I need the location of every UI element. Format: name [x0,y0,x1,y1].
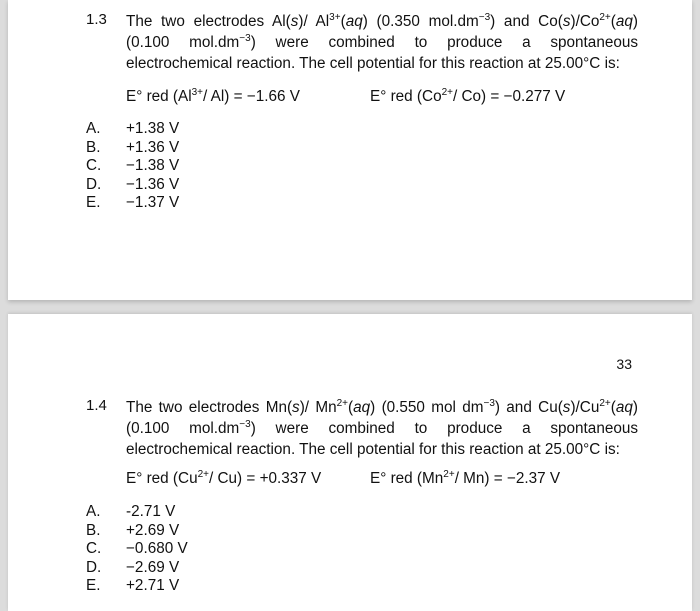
answer-options [86,503,188,596]
option-letter: A. [86,503,101,520]
option-letter: B. [86,138,101,156]
question-text: The two electrodes Mn(s)/ $Mn^{2+}(aq)$ (0.550 mol $dm^{-3}$) and $Cu(s)/Cu^{2+}(aq)$ (0.100 $mol.dm^{-3}$) were combined to produce a spontaneous electrochemical reaction. The cell potential for this reaction at 25.00°C is: [126,398,638,458]
option-value: +2.71 V [126,577,180,594]
option-letter: D. [86,175,102,193]
option-value: −1.38 V [126,157,180,174]
page-1 [8,0,692,300]
option-value: -2.71 V [126,503,176,520]
page-2 [8,314,692,611]
answer-option [86,577,188,596]
answer-option [86,176,179,195]
answer-option [86,139,179,158]
question-text: The two electrodes Al(s)/ $Al^{3+}(aq)$ (0.350 $mol.dm^{-3}$) and $Co(s)/Co^{2+}(aq)$ (0.100 $mol.dm^{-3}$) were combined to produce a spontaneous electrochemical reaction. The cell potential for this reaction at 25.00°C is: [126,12,639,72]
reduction-potential-2: E° red ($Co^{2+}/$ Co) = −0.277 V [370,87,566,105]
reduction-potential-1: E° red ($Cu^{2+}/$ Cu) = +0.337 V [126,469,322,487]
option-value: +1.36 V [126,138,180,156]
answer-option [86,540,188,559]
question-number: 1.4 [86,397,107,414]
reduction-potential-1: E° red ($Al^{3+}/$ Al) = −1.66 V [126,87,300,105]
option-letter: E. [86,577,101,594]
option-value: +2.69 V [126,521,180,539]
option-letter: C. [86,157,102,174]
option-value: −1.37 V [126,194,180,211]
answer-options [86,120,179,213]
answer-option [86,503,188,522]
option-letter: B. [86,521,101,539]
answer-option [86,194,179,213]
option-value: −1.36 V [126,175,180,193]
answer-option [86,522,188,541]
answer-option [86,120,179,139]
question-number: 1.3 [86,11,107,28]
option-letter: D. [86,558,102,576]
option-letter: E. [86,194,101,211]
option-letter: A. [86,120,101,137]
option-value: −2.69 V [126,558,180,576]
option-letter: C. [86,540,102,557]
option-value: −0.680 V [126,540,188,557]
page-number: 33 [616,356,632,372]
answer-option [86,157,179,176]
reduction-potential-2: E° red ($Mn^{2+}/$ Mn) = −2.37 V [370,469,561,487]
option-value: +1.38 V [126,120,180,137]
answer-option [86,559,188,578]
